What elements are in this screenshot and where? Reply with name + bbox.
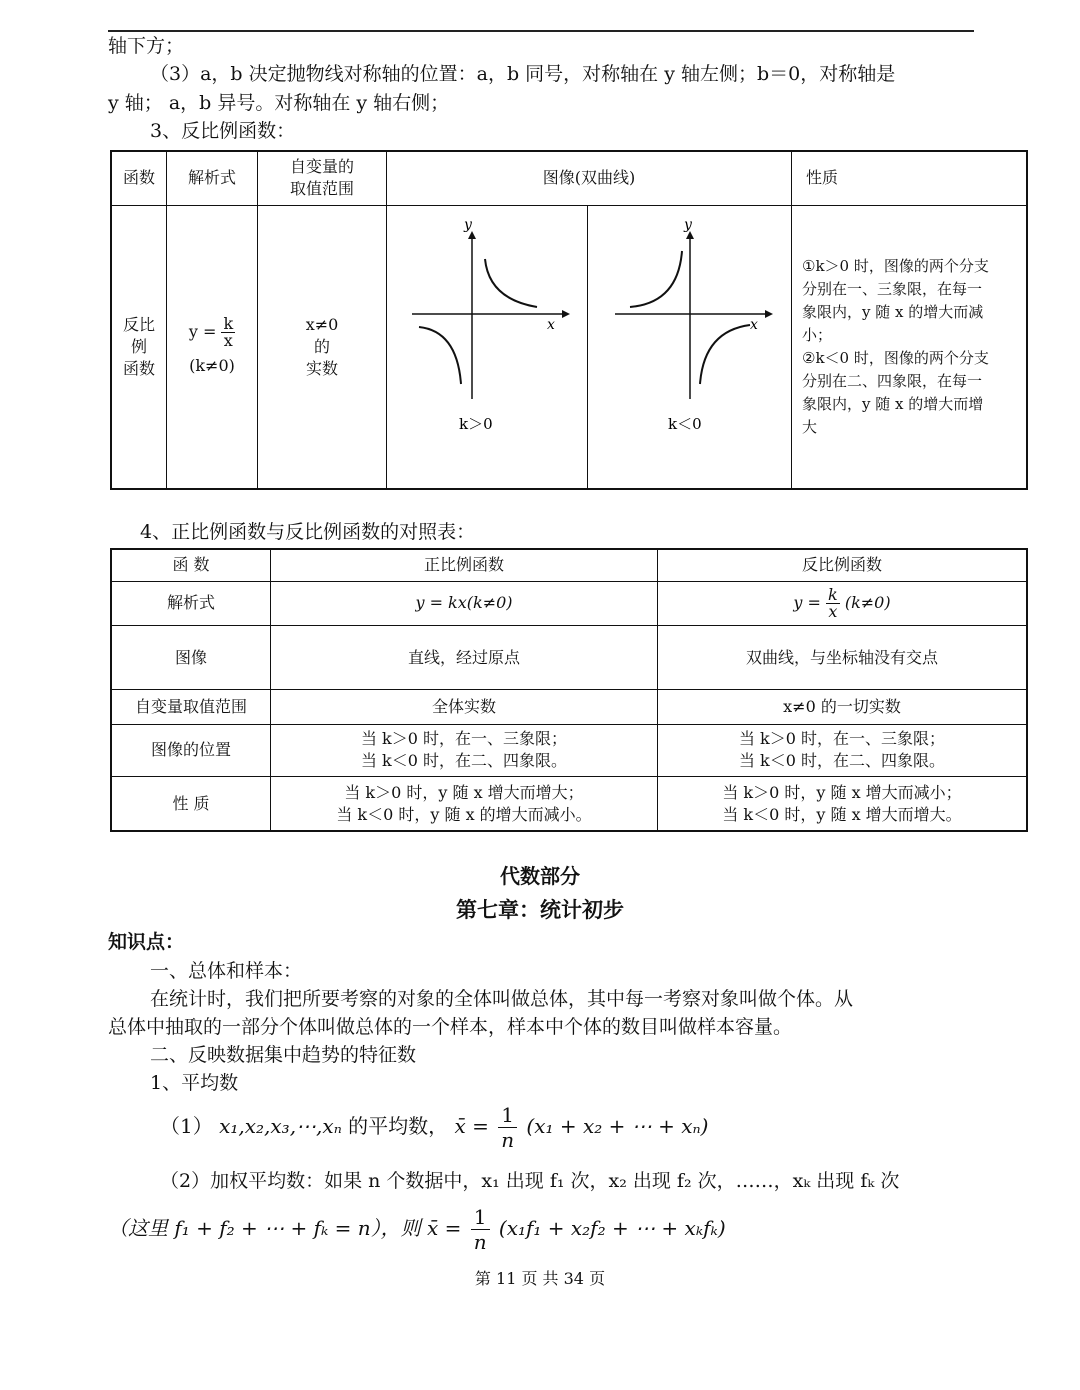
weighted-mean-formula: （这里 f₁ + f₂ + ⋯ + fₖ = n），则 x̄ = $\frac{1}{n}$ (x₁f₁ + x₂f₂ + ⋯ + xₖfₖ) <box>108 1205 726 1254</box>
inverse-formula-cell: y = $\frac{k}{x}$ (k≠0) <box>167 205 258 489</box>
proportional-formula: y = kx(k≠0) <box>271 581 658 625</box>
inverse-formula: y = $\frac{k}{x}$ (k≠0) <box>658 581 1028 625</box>
header-graph: 图像(双曲线) <box>387 151 792 205</box>
weighted-mean-line: （2）加权平均数：如果 n 个数据中，x₁ 出现 f₁ 次，x₂ 出现 f₂ 次，……，xₖ 出现 fₖ 次 <box>160 1170 900 1192</box>
section-1-para-1: 在统计时，我们把所要考察的对象的全体叫做总体，其中每一考察对象叫做个体。从 <box>150 988 854 1010</box>
svg-text:k＞0: k＞0 <box>459 414 493 433</box>
fraction-k-over-x: $\frac{k}{x}$ <box>223 314 234 351</box>
part-title: 代数部分 <box>500 864 580 888</box>
col-header-inverse: 反比例函数 <box>658 549 1028 581</box>
page-footer: 第 11 页 共 34 页 <box>474 1269 606 1288</box>
top-rule <box>108 30 974 32</box>
inverse-position: 当 k＞0 时，在一、三象限； 当 k＜0 时，在二、四象限。 <box>658 724 1028 776</box>
svg-text:x: x <box>547 316 555 333</box>
comparison-table <box>110 548 1028 832</box>
row-label-graph: 图像 <box>111 626 271 690</box>
inverse-property: 当 k＞0 时，y 随 x 增大而减小； 当 k＜0 时，y 随 x 增大而增大。 <box>658 777 1028 831</box>
col-header-proportional: 正比例函数 <box>271 549 658 581</box>
row-label-formula: 解析式 <box>111 581 271 625</box>
header-function: 函数 <box>111 151 167 205</box>
proportional-graph: 直线，经过原点 <box>271 626 658 690</box>
inverse-function-table <box>110 150 1028 490</box>
intro-line-1: 轴下方； <box>108 35 185 57</box>
inverse-properties-cell: ①k＞0 时，图像的两个分支 分别在一、三象限，在每一 象限内，y 随 x 的增大而减 小； ②k＜0 时，图像的两个分支 分别在二、四象限，在每一 象限内，y 随 x 的增大而增 大 <box>792 205 1028 489</box>
fraction-one-over-n: $\frac{1}{n}$ <box>498 1103 517 1152</box>
fraction-one-over-n-2: $\frac{1}{n}$ <box>471 1205 490 1254</box>
svg-text:x: x <box>749 316 758 333</box>
header-properties: 性质 <box>792 151 1028 205</box>
intro-line-2: （3）a，b 决定抛物线对称轴的位置：a，b 同号，对称轴在 y 轴左侧；b＝0，对称轴是 <box>150 63 896 85</box>
section-1-para-2: 总体中抽取的一部分个体叫做总体的一个样本，样本中个体的数目叫做样本容量。 <box>108 1016 793 1038</box>
hyperbola-k-positive <box>397 219 577 469</box>
section-3-title: 3、反比例函数： <box>150 120 296 142</box>
graph-k-positive-cell <box>387 205 588 489</box>
section-1-title: 一、总体和样本： <box>150 960 303 982</box>
knowledge-heading: 知识点： <box>108 931 185 953</box>
svg-text:k＜0: k＜0 <box>667 414 702 433</box>
header-domain: 自变量的 取值范围 <box>258 151 387 205</box>
svg-text:y: y <box>683 218 692 233</box>
row-label-inverse: 反比 例 函数 <box>111 205 167 489</box>
section-4-title: 4、正比例函数与反比例函数的对照表： <box>140 521 476 543</box>
intro-line-3: y 轴； a，b 异号。对称轴在 y 轴右侧； <box>108 92 450 114</box>
fraction-k-over-x-2: $\frac{k}{x}$ <box>828 584 838 621</box>
header-formula: 解析式 <box>167 151 258 205</box>
inverse-domain: x≠0 的一切实数 <box>658 690 1028 724</box>
col-header-function: 函 数 <box>111 549 271 581</box>
row-label-property: 性 质 <box>111 777 271 831</box>
row-label-position: 图像的位置 <box>111 724 271 776</box>
row-label-domain: 自变量取值范围 <box>111 690 271 724</box>
proportional-property: 当 k＞0 时，y 随 x 增大而增大； 当 k＜0 时，y 随 x 的增大而减小。 <box>271 777 658 831</box>
graph-k-negative-cell <box>588 205 792 489</box>
subsection-mean: 1、平均数 <box>150 1072 239 1094</box>
proportional-domain: 全体实数 <box>271 690 658 724</box>
hyperbola-k-negative <box>600 219 780 469</box>
inverse-graph: 双曲线，与坐标轴没有交点 <box>658 626 1028 690</box>
section-2-title: 二、反映数据集中趋势的特征数 <box>150 1044 417 1066</box>
chapter-title: 第七章：统计初步 <box>456 897 624 922</box>
proportional-position: 当 k＞0 时，在一、三象限； 当 k＜0 时，在二、四象限。 <box>271 724 658 776</box>
inverse-domain-cell: x≠0 的 实数 <box>258 205 387 489</box>
mean-formula-1: （1） x₁,x₂,x₃,⋯,xₙ 的平均数， x̄ = $\frac{1}{n}$ (x₁ + x₂ + ⋯ + xₙ) <box>160 1103 709 1152</box>
svg-text:y: y <box>464 218 472 233</box>
